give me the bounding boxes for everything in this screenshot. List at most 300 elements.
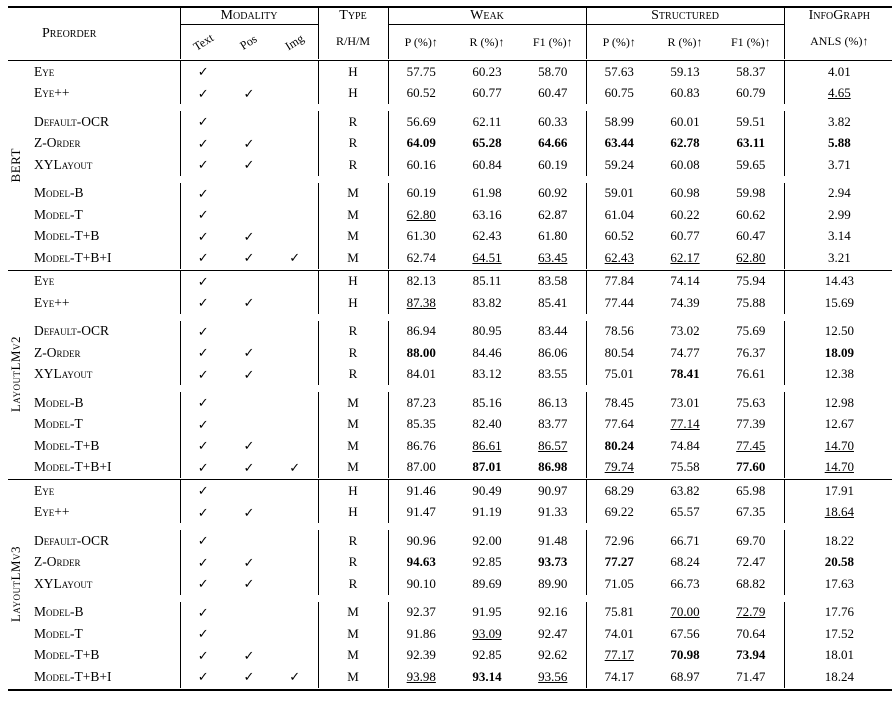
type-value: R: [318, 133, 388, 155]
gap-cell: [34, 314, 180, 321]
modality-img-check: [272, 502, 318, 524]
infograph-anls: 18.09: [784, 342, 892, 364]
type-value: M: [318, 414, 388, 436]
weak-recall: 83.82: [472, 294, 502, 310]
structured-precision: 60.52: [586, 226, 652, 248]
header-preorder: Preorder: [34, 7, 180, 59]
modality-text-check: ✓: [180, 342, 226, 364]
weak-f1: 85.41: [538, 294, 568, 310]
modality-img-check: [272, 435, 318, 457]
structured-precision: 75.81: [586, 602, 652, 624]
modality-img-check: [272, 226, 318, 248]
structured-recall: 74.39: [670, 294, 700, 310]
weak-f1: 83.55: [538, 366, 568, 382]
modality-pos-check: [226, 530, 272, 552]
method-name: Z-Order: [34, 344, 81, 360]
modality-pos-check: [226, 392, 272, 414]
table-row: [8, 414, 892, 436]
weak-precision: 64.09: [388, 133, 454, 155]
weak-f1: 83.58: [538, 273, 568, 289]
weak-precision: 90.96: [388, 530, 454, 552]
weak-recall: 93.14: [472, 668, 502, 684]
infograph-anls: 2.94: [784, 183, 892, 205]
modality-img-check: [272, 321, 318, 343]
table-body: [8, 61, 892, 690]
method-name: Model-T+B+I: [34, 459, 112, 475]
section-label-layoutlmv3: [8, 480, 34, 688]
weak-precision: 93.98: [388, 666, 454, 688]
modality-img-check: [272, 111, 318, 133]
structured-recall: 66.73: [670, 575, 700, 591]
gap-cell: [784, 523, 892, 530]
section-label-bert: [8, 61, 34, 269]
modality-pos-check: [226, 270, 272, 292]
modality-text-check: ✓: [180, 183, 226, 205]
table-row: [8, 61, 892, 83]
infograph-anls: 15.69: [784, 292, 892, 314]
structured-recall: 68.97: [670, 668, 700, 684]
structured-precision: 77.27: [586, 552, 652, 574]
modality-text-check: ✓: [180, 204, 226, 226]
section-label-text: LayoutLMv3: [8, 545, 23, 622]
structured-f1: 65.98: [736, 482, 766, 498]
weak-precision: 84.01: [388, 364, 454, 386]
structured-precision: 71.05: [586, 573, 652, 595]
gap-cell: [34, 176, 180, 183]
table-row: [8, 480, 892, 502]
modality-pos-check: [226, 111, 272, 133]
structured-f1: 69.70: [736, 532, 766, 548]
modality-img-check: [272, 292, 318, 314]
structured-recall: 77.14: [670, 416, 700, 432]
modality-img-check: ✓: [289, 669, 301, 685]
infograph-anls: 3.14: [784, 226, 892, 248]
gap-cell: [226, 595, 318, 602]
table-row: [8, 502, 892, 524]
modality-pos-check: ✓: [243, 228, 255, 244]
structured-recall: 59.13: [670, 63, 700, 79]
structured-precision: 78.56: [586, 321, 652, 343]
structured-f1: 76.61: [736, 366, 766, 382]
weak-recall: 80.95: [472, 323, 502, 339]
modality-img-check: [272, 342, 318, 364]
structured-f1: 59.98: [736, 185, 766, 201]
table-row: [8, 457, 892, 479]
weak-f1: 86.98: [538, 459, 568, 475]
method-name: Eye++: [34, 85, 70, 101]
structured-recall: 60.98: [670, 185, 700, 201]
structured-f1: 73.94: [736, 647, 766, 663]
header-structured-p: P (%)↑: [586, 25, 652, 60]
weak-recall: 93.09: [472, 625, 502, 641]
type-value: M: [318, 666, 388, 688]
header-modality: Modality: [180, 7, 318, 25]
weak-f1: 60.92: [538, 185, 568, 201]
modality-img-check: [272, 530, 318, 552]
header-group-row: [8, 7, 892, 25]
gap-cell: [226, 176, 318, 183]
structured-precision: 77.84: [586, 270, 652, 292]
structured-recall: 60.83: [670, 85, 700, 101]
modality-pos-check: ✓: [243, 295, 255, 311]
infograph-anls: 2.99: [784, 204, 892, 226]
modality-pos-check: ✓: [243, 85, 255, 101]
gap-cell: [388, 314, 586, 321]
modality-pos-check: [226, 183, 272, 205]
structured-f1: 77.60: [736, 459, 766, 475]
table-row: [8, 552, 892, 574]
modality-img-check: [272, 602, 318, 624]
modality-img-check: [272, 480, 318, 502]
gap-cell: [586, 523, 784, 530]
type-value: M: [318, 623, 388, 645]
modality-text-check: ✓: [180, 133, 226, 155]
structured-precision: 60.75: [586, 83, 652, 105]
method-name: XYLayout: [34, 156, 93, 172]
weak-f1: 62.87: [538, 206, 568, 222]
structured-f1: 67.35: [736, 504, 766, 520]
weak-precision: 91.86: [388, 623, 454, 645]
weak-f1: 83.77: [538, 416, 568, 432]
structured-recall: 73.01: [670, 394, 700, 410]
weak-f1: 60.33: [538, 113, 568, 129]
gap-cell: [784, 595, 892, 602]
type-value: M: [318, 392, 388, 414]
weak-precision: 94.63: [388, 552, 454, 574]
weak-recall: 91.19: [472, 504, 502, 520]
infograph-anls: 4.01: [784, 61, 892, 83]
modality-text-check: ✓: [180, 457, 226, 479]
structured-f1: 59.51: [736, 113, 766, 129]
modality-pos-check: [226, 480, 272, 502]
weak-f1: 63.45: [538, 249, 568, 265]
table-row: [8, 154, 892, 176]
type-value: R: [318, 552, 388, 574]
weak-recall: 62.43: [472, 228, 502, 244]
modality-pos-check: [226, 602, 272, 624]
gap-cell: [34, 595, 180, 602]
infograph-anls: 12.98: [784, 392, 892, 414]
structured-recall: 75.58: [670, 459, 700, 475]
structured-recall: 60.22: [670, 206, 700, 222]
modality-img-check: [272, 364, 318, 386]
table-row: [8, 226, 892, 248]
table-row: [8, 183, 892, 205]
weak-f1: 93.56: [538, 668, 568, 684]
structured-f1: 60.62: [736, 206, 766, 222]
gap-cell: [226, 385, 318, 392]
weak-precision: 60.16: [388, 154, 454, 176]
structured-precision: 74.01: [586, 623, 652, 645]
modality-img-check: [272, 133, 318, 155]
gap-cell: [388, 176, 586, 183]
weak-f1: 92.47: [538, 625, 568, 641]
table-row: [8, 247, 892, 269]
weak-precision: 91.47: [388, 502, 454, 524]
method-name: Eye: [34, 63, 55, 79]
structured-precision: 59.24: [586, 154, 652, 176]
method-name: Model-T+B: [34, 228, 100, 244]
modality-pos-check: ✓: [243, 157, 255, 173]
group-gap: [8, 523, 892, 530]
gap-cell: [180, 314, 226, 321]
modality-text-check: ✓: [180, 364, 226, 386]
header-infograph: InfoGraph: [784, 7, 892, 25]
type-value: H: [318, 480, 388, 502]
header-type-sub: R/H/M: [318, 25, 388, 60]
structured-recall: 68.24: [670, 554, 700, 570]
rule-cell: [8, 688, 892, 690]
modality-img-check: [272, 414, 318, 436]
weak-f1: 91.33: [538, 504, 568, 520]
modality-img-check: ✓: [289, 459, 301, 475]
weak-f1: 61.80: [538, 228, 568, 244]
infograph-anls: 18.22: [784, 530, 892, 552]
method-name: Default-OCR: [34, 113, 110, 129]
gap-cell: [226, 523, 318, 530]
weak-precision: 56.69: [388, 111, 454, 133]
structured-f1: 63.11: [736, 135, 766, 151]
modality-pos-check: ✓: [243, 250, 255, 266]
weak-precision: 82.13: [388, 270, 454, 292]
type-value: M: [318, 645, 388, 667]
structured-f1: 58.37: [736, 63, 766, 79]
modality-text-check: ✓: [180, 111, 226, 133]
method-name: Model-T+B+I: [34, 249, 112, 265]
gap-cell: [586, 314, 784, 321]
structured-f1: 75.63: [736, 394, 766, 410]
method-name: Eye: [34, 482, 55, 498]
structured-precision: 77.17: [586, 645, 652, 667]
gap-cell: [318, 104, 388, 111]
structured-f1: 72.79: [736, 604, 766, 620]
method-name: Model-B: [34, 604, 84, 620]
weak-recall: 89.69: [472, 575, 502, 591]
structured-precision: 75.01: [586, 364, 652, 386]
gap-cell: [586, 104, 784, 111]
structured-f1: 68.82: [736, 575, 766, 591]
gap-cell: [784, 385, 892, 392]
structured-f1: 59.65: [736, 156, 766, 172]
gap-cell: [388, 523, 586, 530]
table-row: [8, 666, 892, 688]
weak-recall: 91.95: [472, 604, 502, 620]
weak-precision: 88.00: [388, 342, 454, 364]
gap-cell: [318, 176, 388, 183]
type-value: R: [318, 321, 388, 343]
modality-pos-check: ✓: [243, 438, 255, 454]
gap-cell: [34, 523, 180, 530]
header-structured-f1: F1 (%)↑: [730, 34, 771, 49]
method-name: Model-B: [34, 394, 84, 410]
group-gap: [8, 595, 892, 602]
weak-precision: 92.39: [388, 645, 454, 667]
modality-img-check: [272, 154, 318, 176]
modality-pos-check: [226, 61, 272, 83]
weak-recall: 60.77: [472, 85, 502, 101]
type-value: R: [318, 573, 388, 595]
gap-cell: [34, 385, 180, 392]
structured-precision: 77.44: [586, 292, 652, 314]
weak-f1: 83.44: [538, 323, 568, 339]
structured-recall: 70.98: [670, 647, 700, 663]
infograph-anls: 12.38: [784, 364, 892, 386]
table-row: [8, 321, 892, 343]
modality-text-check: ✓: [180, 602, 226, 624]
type-value: M: [318, 457, 388, 479]
weak-recall: 83.12: [472, 366, 502, 382]
weak-precision: 62.74: [388, 247, 454, 269]
table-row: [8, 364, 892, 386]
header-structured-r: R (%)↑: [667, 34, 703, 49]
weak-recall: 63.16: [472, 206, 502, 222]
gap-cell: [784, 176, 892, 183]
weak-recall: 92.85: [472, 554, 502, 570]
modality-text-check: ✓: [180, 270, 226, 292]
structured-recall: 67.56: [670, 625, 700, 641]
gap-cell: [226, 104, 318, 111]
method-name: Default-OCR: [34, 323, 110, 339]
weak-recall: 86.61: [472, 437, 502, 453]
section-label-text: BERT: [8, 147, 23, 182]
section-label-layoutlmv2: [8, 270, 34, 478]
weak-precision: 85.35: [388, 414, 454, 436]
modality-text-check: ✓: [180, 645, 226, 667]
modality-img-check: [272, 61, 318, 83]
structured-recall: 74.84: [670, 437, 700, 453]
structured-recall: 70.00: [670, 604, 700, 620]
method-name: Z-Order: [34, 135, 81, 151]
header-modality-img: Img: [282, 31, 307, 54]
type-value: M: [318, 183, 388, 205]
weak-f1: 89.90: [538, 575, 568, 591]
weak-recall: 60.23: [472, 63, 502, 79]
header-weak-r: R (%)↑: [469, 34, 505, 49]
header-weak-f1: F1 (%)↑: [532, 34, 573, 49]
modality-img-check: [272, 270, 318, 292]
weak-precision: 61.30: [388, 226, 454, 248]
structured-recall: 60.08: [670, 156, 700, 172]
modality-pos-check: ✓: [243, 459, 255, 475]
type-value: M: [318, 204, 388, 226]
modality-pos-check: ✓: [243, 554, 255, 570]
gap-cell: [180, 385, 226, 392]
type-value: H: [318, 270, 388, 292]
modality-pos-check: ✓: [243, 576, 255, 592]
structured-f1: 75.94: [736, 273, 766, 289]
gap-cell: [586, 595, 784, 602]
weak-precision: 92.37: [388, 602, 454, 624]
table-row: [8, 645, 892, 667]
table-row: [8, 530, 892, 552]
infograph-anls: 12.50: [784, 321, 892, 343]
modality-pos-check: [226, 321, 272, 343]
weak-recall: 82.40: [472, 416, 502, 432]
type-value: R: [318, 530, 388, 552]
weak-precision: 87.23: [388, 392, 454, 414]
method-name: XYLayout: [34, 575, 93, 591]
structured-recall: 74.77: [670, 344, 700, 360]
gap-cell: [226, 314, 318, 321]
structured-precision: 80.24: [586, 435, 652, 457]
infograph-anls: 5.88: [784, 133, 892, 155]
weak-f1: 64.66: [538, 135, 568, 151]
structured-precision: 80.54: [586, 342, 652, 364]
modality-img-check: [272, 83, 318, 105]
section-label-text: LayoutLMv2: [8, 336, 23, 413]
table-row: [8, 204, 892, 226]
type-value: R: [318, 111, 388, 133]
infograph-anls: 17.91: [784, 480, 892, 502]
method-name: Model-T: [34, 625, 83, 641]
infograph-anls: 14.43: [784, 270, 892, 292]
type-value: R: [318, 154, 388, 176]
modality-text-check: ✓: [180, 321, 226, 343]
weak-precision: 90.10: [388, 573, 454, 595]
method-name: Model-T+B: [34, 647, 100, 663]
infograph-anls: 3.71: [784, 154, 892, 176]
modality-pos-check: ✓: [243, 669, 255, 685]
header-modality-pos: Pos: [237, 31, 260, 53]
method-name: XYLayout: [34, 366, 93, 382]
infograph-anls: 17.52: [784, 623, 892, 645]
method-name: Model-T+B+I: [34, 668, 112, 684]
structured-precision: 74.17: [586, 666, 652, 688]
method-name: Eye++: [34, 294, 70, 310]
weak-precision: 62.80: [388, 204, 454, 226]
structured-f1: 77.45: [736, 437, 766, 453]
method-name: Eye: [34, 273, 55, 289]
modality-text-check: ✓: [180, 480, 226, 502]
structured-f1: 76.37: [736, 344, 766, 360]
weak-precision: 60.19: [388, 183, 454, 205]
method-name: Z-Order: [34, 554, 81, 570]
weak-precision: 60.52: [388, 83, 454, 105]
weak-f1: 93.73: [538, 554, 568, 570]
structured-precision: 68.29: [586, 480, 652, 502]
type-value: M: [318, 247, 388, 269]
structured-f1: 77.39: [736, 416, 766, 432]
modality-text-check: ✓: [180, 154, 226, 176]
table-row: [8, 83, 892, 105]
weak-recall: 92.00: [472, 532, 502, 548]
infograph-anls: 18.64: [784, 502, 892, 524]
structured-recall: 78.41: [670, 366, 700, 382]
structured-recall: 74.14: [670, 273, 700, 289]
weak-f1: 60.47: [538, 85, 568, 101]
structured-recall: 63.82: [670, 482, 700, 498]
structured-f1: 72.47: [736, 554, 766, 570]
modality-text-check: ✓: [180, 392, 226, 414]
weak-f1: 90.97: [538, 482, 568, 498]
structured-precision: 57.63: [586, 61, 652, 83]
structured-precision: 58.99: [586, 111, 652, 133]
infograph-anls: 20.58: [784, 552, 892, 574]
infograph-anls: 14.70: [784, 435, 892, 457]
weak-recall: 92.85: [472, 647, 502, 663]
structured-recall: 60.77: [670, 228, 700, 244]
method-name: Model-T+B: [34, 437, 100, 453]
header-weak: Weak: [388, 7, 586, 25]
modality-pos-check: [226, 414, 272, 436]
weak-precision: 87.38: [388, 292, 454, 314]
modality-img-check: [272, 204, 318, 226]
weak-f1: 86.57: [538, 437, 568, 453]
modality-text-check: ✓: [180, 83, 226, 105]
gap-cell: [784, 314, 892, 321]
modality-pos-check: ✓: [243, 135, 255, 151]
infograph-anls: 3.82: [784, 111, 892, 133]
